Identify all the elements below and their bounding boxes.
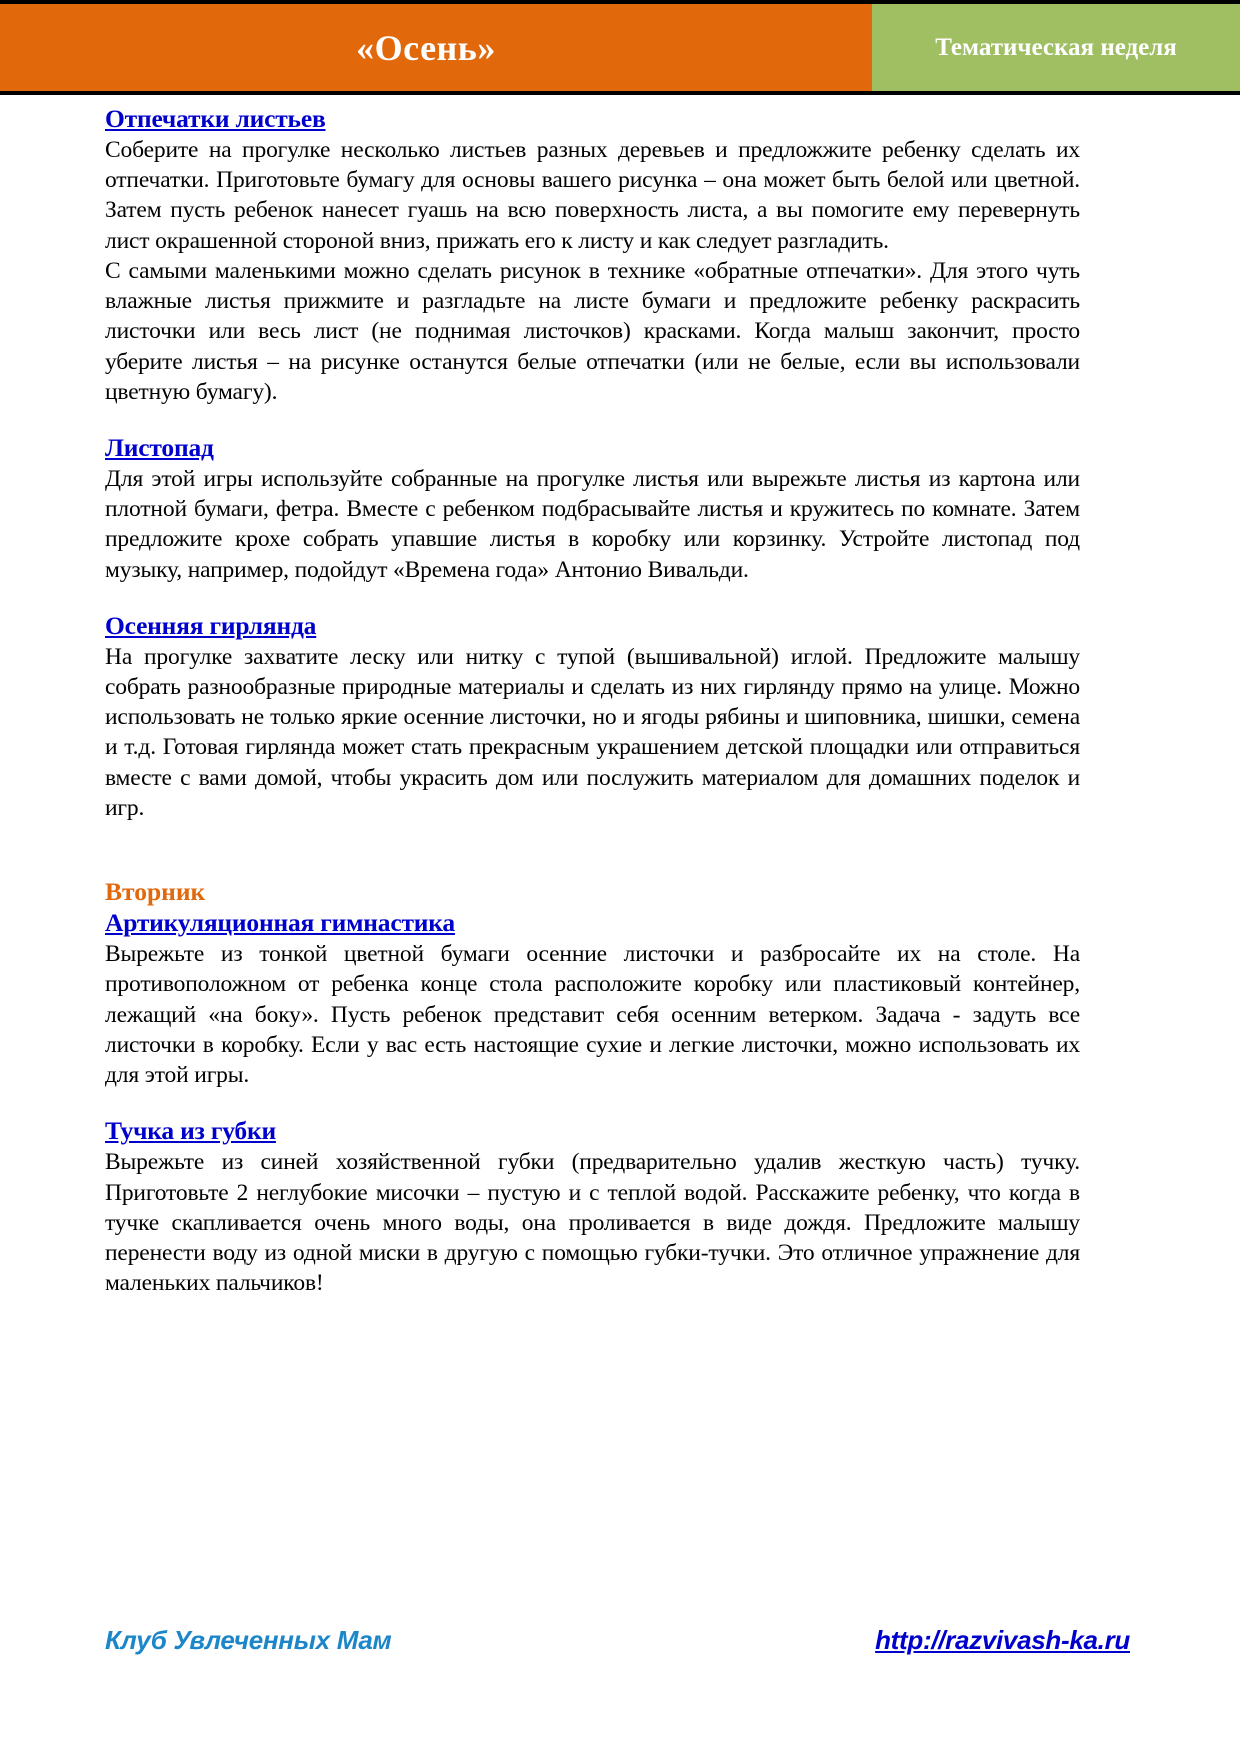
section-heading-tuchka-iz-gubki[interactable]: Тучка из губки bbox=[105, 1116, 276, 1146]
page-footer bbox=[105, 1625, 1140, 1656]
section-paragraph: На прогулке захватите леску или нитку с тупой (вышивальной) иглой. Предложите малышу собрать разнообразные природные материалы и сделать из них гирлянду прямо на улице. Можно использовать не только яркие осенние листочки, но и ягоды рябины и шиповника, шишки, семена и т.д. Готовая гирлянда может стать прекрасным украшением детской площадки или отправиться вместе с вами домой, чтобы украсить дом или послужить материалом для домашних поделок и игр. bbox=[105, 643, 1080, 821]
thematic-week-badge: Тематическая неделя bbox=[935, 33, 1177, 61]
section-heading-otpechatki-listyev[interactable]: Отпечатки листьев bbox=[105, 104, 326, 133]
section-heading-listopad[interactable]: Листопад bbox=[105, 432, 214, 462]
section-paragraph: Соберите на прогулке несколько листьев разных деревьев и предложжите ребенку сделать их отпечатки. Приготовьте бумагу для основы вашего рисунка – она может быть белой или цветной. Затем пусть ребенок нанесет гуашь на всю поверхность листа, а вы помогите ему перевернуть лист окрашенной стороной вниз, прижать его к листу и как следует разгладить. bbox=[105, 137, 1080, 254]
day-spacer bbox=[105, 823, 1080, 877]
header-bottom-rule bbox=[0, 91, 1240, 95]
header-badge-banner bbox=[872, 4, 1240, 91]
document-content bbox=[105, 104, 1080, 1298]
section-paragraph: Для этой игры используйте собранные на прогулке листья или вырежьте листья из картона или плотной бумаги, фетра. Вместе с ребенком подбрасывайте листья и кружитесь по комнате. Затем предложите крохе собрать упавшие листья в коробку или корзинку. Устройте листопад под музыку, например, подойдут «Времена года» Антонио Вивальди. bbox=[105, 465, 1080, 583]
section-paragraph: Вырежьте из синей хозяйственной губки (предварительно удалив жесткую часть) тучку. Приготовьте 2 неглубокие мисочки – пустую и с теплой водой. Расскажите ребенку, что когда в тучке скапливается очень много воды, она проливается в виде дождя. Предложите малышу перенести воду из одной миски в другую с помощью губки-тучки. Это отличное упражнение для маленьких пальчиков! bbox=[105, 1149, 1080, 1297]
footer-club-name: Клуб Увлеченных Мам bbox=[105, 1625, 392, 1655]
page-title: «Осень» bbox=[356, 27, 496, 68]
section-paragraph: С самыми маленькими можно сделать рисунок в технике «обратные отпечатки». Для этого чуть влажные листья прижмите и разгладьте на листе бумаги и предложите ребенку раскрасить листочки или весь лист (не поднимая листочков) красками. Когда малыш закончит, просто уберите листья – на рисунке останутся белые отпечатки (или не белые, если вы использовали цветную бумагу). bbox=[105, 257, 1080, 405]
section-spacer bbox=[105, 585, 1080, 611]
section-heading-artikulyacionnaya-gimnastika[interactable]: Артикуляционная гимнастика bbox=[105, 908, 455, 938]
header-title-banner bbox=[0, 4, 872, 91]
section-spacer bbox=[105, 407, 1080, 433]
section-paragraph: Вырежьте из тонкой цветной бумаги осенние листочки и разбросайте их на столе. На противоположном от ребенка конце стола расположите коробку или пластиковый контейнер, лежащий «на боку». Пусть ребенок представит себя осенним ветерком. Задача - задуть все листочки в коробку. Если у вас есть настоящие сухие и легкие листочки, можно использовать их для этой игры. bbox=[105, 941, 1080, 1089]
day-heading-vtornik: Вторник bbox=[105, 877, 206, 907]
page-header bbox=[0, 0, 1240, 95]
footer-website-link[interactable]: http://razvivash-ka.ru bbox=[875, 1625, 1130, 1655]
section-spacer bbox=[105, 1090, 1080, 1116]
section-heading-osennyaya-girlyanda[interactable]: Осенняя гирлянда bbox=[105, 610, 317, 640]
